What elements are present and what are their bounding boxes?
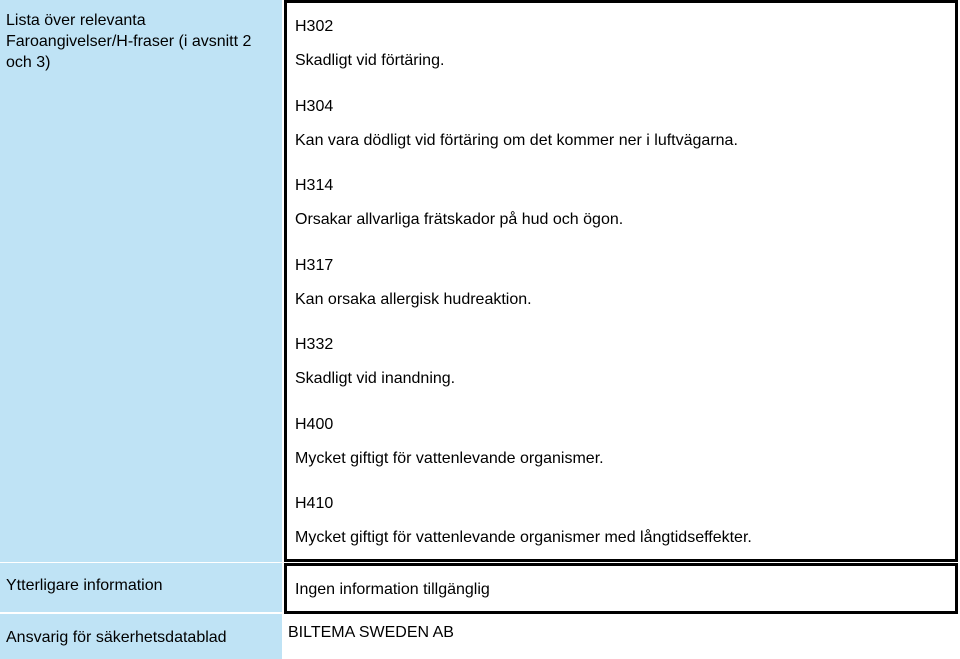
h-phrase-text: Mycket giftigt för vattenlevande organismer med långtidseffekter. (295, 529, 752, 546)
h-phrase-item (295, 176, 955, 256)
h-phrase-item (295, 415, 955, 495)
h-phrases-label-cell (0, 0, 282, 562)
h-phrase-code: H410 (295, 495, 334, 512)
h-phrase-text: Kan vara dödligt vid förtäring om det kommer ner i luftvägarna. (295, 131, 738, 149)
h-phrase-code: H314 (295, 177, 334, 194)
responsible-value-cell (286, 614, 958, 659)
h-phrase-text: Mycket giftigt för vattenlevande organismer. (295, 449, 604, 467)
h-phrases-list (284, 0, 958, 562)
h-phrase-item (295, 335, 955, 415)
responsible-value: BILTEMA SWEDEN AB (288, 624, 454, 641)
responsible-label: Ansvarig för säkerhetsdatablad (6, 629, 227, 646)
h-phrase-code: H332 (295, 336, 334, 353)
h-phrase-item (295, 256, 955, 336)
h-phrase-code: H304 (295, 97, 334, 115)
h-phrase-text: Skadligt vid förtäring. (295, 52, 445, 69)
additional-info-label: Ytterligare information (6, 577, 163, 594)
h-phrases-label: Lista över relevanta Faroangivelser/H-fraser (i avsnitt 2 och 3) (6, 12, 252, 71)
h-phrase-item (295, 17, 955, 97)
h-phrase-code: H302 (295, 18, 334, 35)
h-phrase-item (295, 97, 955, 177)
h-phrase-text: Skadligt vid inandning. (295, 370, 456, 387)
additional-info-value-cell (284, 563, 958, 614)
additional-info-label-cell (0, 563, 282, 612)
h-phrase-code: H317 (295, 256, 334, 274)
h-phrase-code: H400 (295, 415, 334, 433)
responsible-label-cell (0, 614, 282, 659)
additional-info-value: Ingen information tillgänglig (295, 581, 490, 598)
h-phrase-text: Orsakar allvarliga frätskador på hud och ögon. (295, 211, 624, 228)
h-phrase-text: Kan orsaka allergisk hudreaktion. (295, 290, 532, 308)
h-phrase-item (295, 494, 955, 574)
